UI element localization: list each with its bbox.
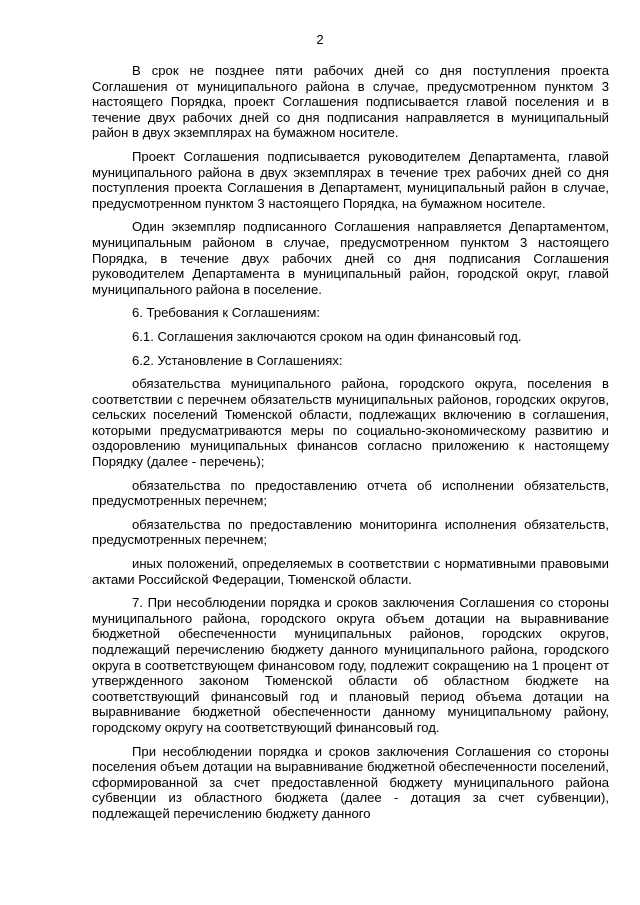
paragraph-report-obligations: обязательства по предоставлению отчета об исполнении обязательств, предусмотренных перечнем;	[92, 477, 609, 509]
paragraph-monitoring-obligations: обязательства по предоставлению мониторинга исполнения обязательств, предусмотренных перечнем;	[92, 516, 609, 548]
paragraph-obligations-list: обязательства муниципального района, городского округа, поселения в соответствии с перечнем обязательств муниципальных районов, городских округов, сельских поселений Тюменской области, подлежащих включению в соглашения, которыми предусматриваются меры по социально-экономическому развитию и оздоровлению муниципальных финансов согласно приложению к настоящему Порядку (далее - перечень);	[92, 376, 609, 470]
paragraph-6-1: 6.1. Соглашения заключаются сроком на один финансовый год.	[132, 328, 522, 344]
document-body	[92, 63, 609, 822]
paragraph-7-penalty-district: 7. При несоблюдении порядка и сроков заключения Соглашения со стороны муниципального района, городского округа объем дотации на выравнивание бюджетной обеспеченности муниципальных районов, городских округов, подлежащий перечислению бюджету данного муниципального района, городского округа в соответствующем финансовом году, подлежит сокращению на 1 процент от утвержденного законом Тюменской области об областном бюджете на соответствующий финансовый год и плановый период объема дотации на выравнивание бюджетной обеспеченности данному муниципальному району, городскому округу на соответствующий финансовый год.	[92, 595, 609, 735]
paragraph-copy-sent: Один экземпляр подписанного Соглашения направляется Департаментом, муниципальным районом в случае, предусмотренном пунктом 3 настоящего Порядка, в течение двух рабочих дней со дня подписания Соглашения руководителем Департамента в муниципальный район, городской округ, главой муниципального района в поселение.	[92, 219, 609, 297]
section-heading-requirements: 6. Требования к Соглашениям:	[132, 305, 320, 321]
paragraph-signing-settlement: В срок не позднее пяти рабочих дней со дня поступления проекта Соглашения от муниципального района в случае, предусмотренном пунктом 3 настоящего Порядка, проект Соглашения подписывается главой поселения и в течение двух рабочих дней со дня подписания направляется в муниципальный район в двух экземплярах на бумажном носителе.	[92, 63, 609, 141]
paragraph-other-provisions: иных положений, определяемых в соответствии с нормативными правовыми актами Российской Федерации, Тюменской области.	[92, 556, 609, 587]
page-number: 2	[316, 32, 324, 47]
paragraph-6-2: 6.2. Установление в Соглашениях:	[132, 352, 343, 368]
paragraph-signing-department: Проект Соглашения подписывается руководителем Департамента, главой муниципального района в двух экземплярах в течение трех рабочих дней со дня поступления проекта Соглашения в Департамент, муниципальный район в случае, предусмотренном пунктом 3 настоящего Порядка, на бумажном носителе.	[92, 148, 609, 211]
paragraph-penalty-settlement: При несоблюдении порядка и сроков заключения Соглашения со стороны поселения объем дотации на выравнивание бюджетной обеспеченности поселений, сформированной за счет предоставленной бюджету муниципального района субвенции из областного бюджета (далее - дотация за счет субвенции), подлежащей перечислению бюджету данного	[92, 743, 609, 821]
